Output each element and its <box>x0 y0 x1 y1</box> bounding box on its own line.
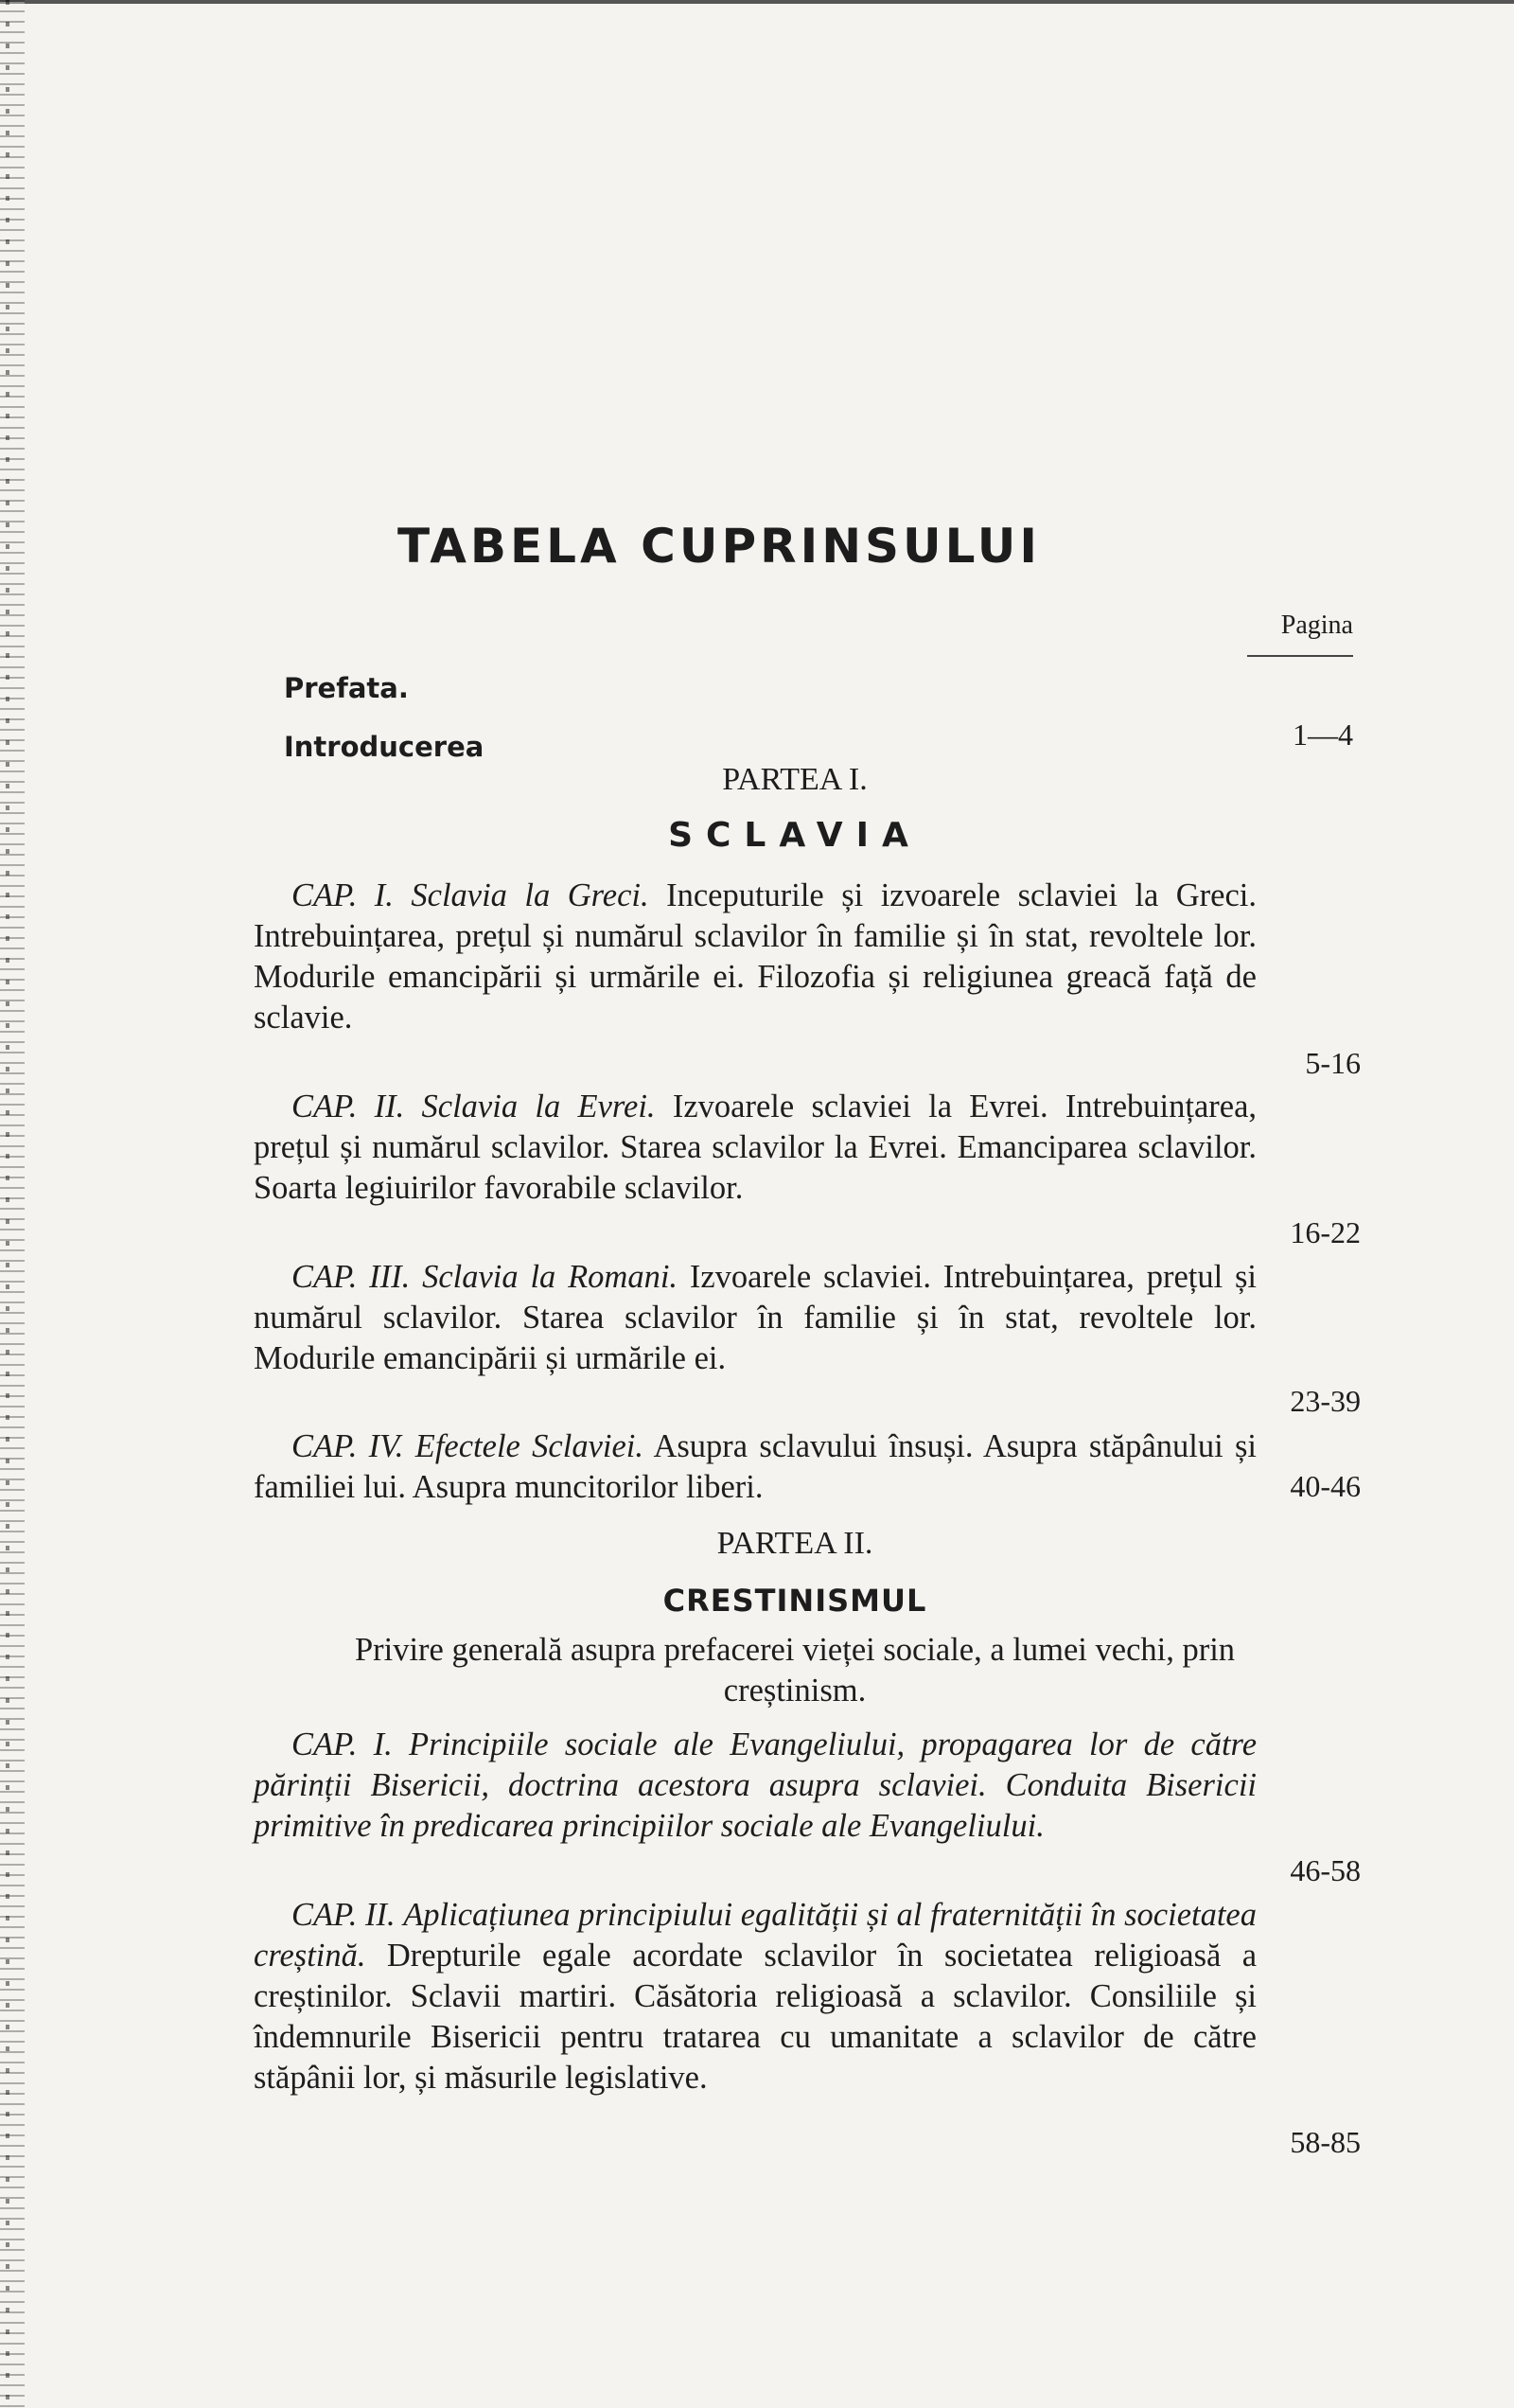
part1-chapter-4-pages: 40-46 <box>1290 1469 1361 1503</box>
chapter-title: Principiile sociale ale Evangeliului, propagarea lor de către părinții Bisericii, doctrina acestora asupra sclaviei. Conduita Bisericii primitive în predicarea principiilor sociale ale Evangeliului. <box>254 1726 1258 1844</box>
chapter-cap: CAP. I. <box>291 1726 393 1762</box>
chapter-title: Efectele Sclaviei. <box>414 1428 643 1464</box>
part1-label: PARTEA I. <box>722 762 868 797</box>
part2-chapter-2 <box>254 1895 1257 2098</box>
chapter-cap: CAP. IV. <box>291 1428 404 1464</box>
chapter-cap: CAP. II. <box>291 1089 405 1124</box>
part1-chapter-3 <box>254 1257 1257 1379</box>
chapter-cap: CAP. II. <box>291 1897 396 1933</box>
chapter-text: Drepturile egale acordate sclavilor în societatea religioasă a creștinilor. Sclavii martiri. Căsătoria religioasă a sclavilor. Consiliile și îndemnurile Bisericii pentru tratarea cu umanitate a sclavilor de către stăpânii lor, și măsurile legislative. <box>254 1938 1258 2096</box>
part2-summary: Privire generală asupra prefacerei vieței sociale, a lumei vechi, prin creștinism. <box>354 1632 1236 1709</box>
part2-label: PARTEA II. <box>716 1526 873 1561</box>
chapter-title: Sclavia la Evrei. <box>421 1089 656 1124</box>
chapter-cap: CAP. III. <box>291 1259 411 1295</box>
chapter-title: Aplicațiunea principiului egalității și al fraternității în societatea creștină. <box>254 1897 1257 1974</box>
chapter-text: Izvoarele sclaviei la Evrei. Intrebuințarea, prețul și numărul sclavilor. Starea sclavilor la Evrei. Emanciparea sclavilor. Soarta legiuirilor favorabile sclavilor. <box>254 1089 1258 1206</box>
prefata-entry: Prefata. <box>284 672 409 704</box>
part2-heading: CRESTINISMUL <box>662 1583 927 1619</box>
chapter-title: Sclavia la Greci. <box>411 877 649 913</box>
chapter-text: Izvoarele sclaviei. Intrebuințarea, prețul și numărul sclavilor. Starea sclavilor în familie și în stat, revoltele lor. Modurile emancipării și urmările ei. <box>254 1259 1258 1376</box>
introducerea-pages: 1—4 <box>1293 717 1353 752</box>
part1-chapter-2 <box>254 1087 1257 1209</box>
part2-chapter-2-pages: 58-85 <box>1290 2125 1361 2159</box>
part1-heading: SCLAVIA <box>668 816 922 855</box>
chapter-text: Inceputurile și izvoarele sclaviei la Greci. Intrebuințarea, prețul și numărul sclavilor în familie și în stat, revoltele lor. Modurile emancipării și urmările ei. Filozofia și religiunea greacă față de sclavie. <box>254 877 1258 1036</box>
pagina-underline <box>1247 655 1353 657</box>
part1-chapter-1-pages: 5-16 <box>1305 1046 1361 1080</box>
part1-chapter-1 <box>254 876 1257 1038</box>
part2-chapter-1 <box>254 1725 1257 1847</box>
part1-chapter-4 <box>254 1426 1257 1508</box>
page-title: TABELA CUPRINSULUI <box>397 519 1041 574</box>
part2-chapter-1-pages: 46-58 <box>1290 1853 1361 1887</box>
chapter-text: Asupra sclavului însuși. Asupra stăpânului și familiei lui. Asupra muncitorilor liberi. <box>254 1428 1258 1505</box>
pagina-column-header: Pagina <box>1280 611 1353 640</box>
chapter-cap: CAP. I. <box>291 877 394 913</box>
part1-chapter-2-pages: 16-22 <box>1290 1215 1361 1249</box>
part1-chapter-3-pages: 23-39 <box>1290 1384 1361 1418</box>
chapter-title: Sclavia la Romani. <box>422 1259 678 1295</box>
introducerea-entry: Introducerea <box>284 731 484 763</box>
